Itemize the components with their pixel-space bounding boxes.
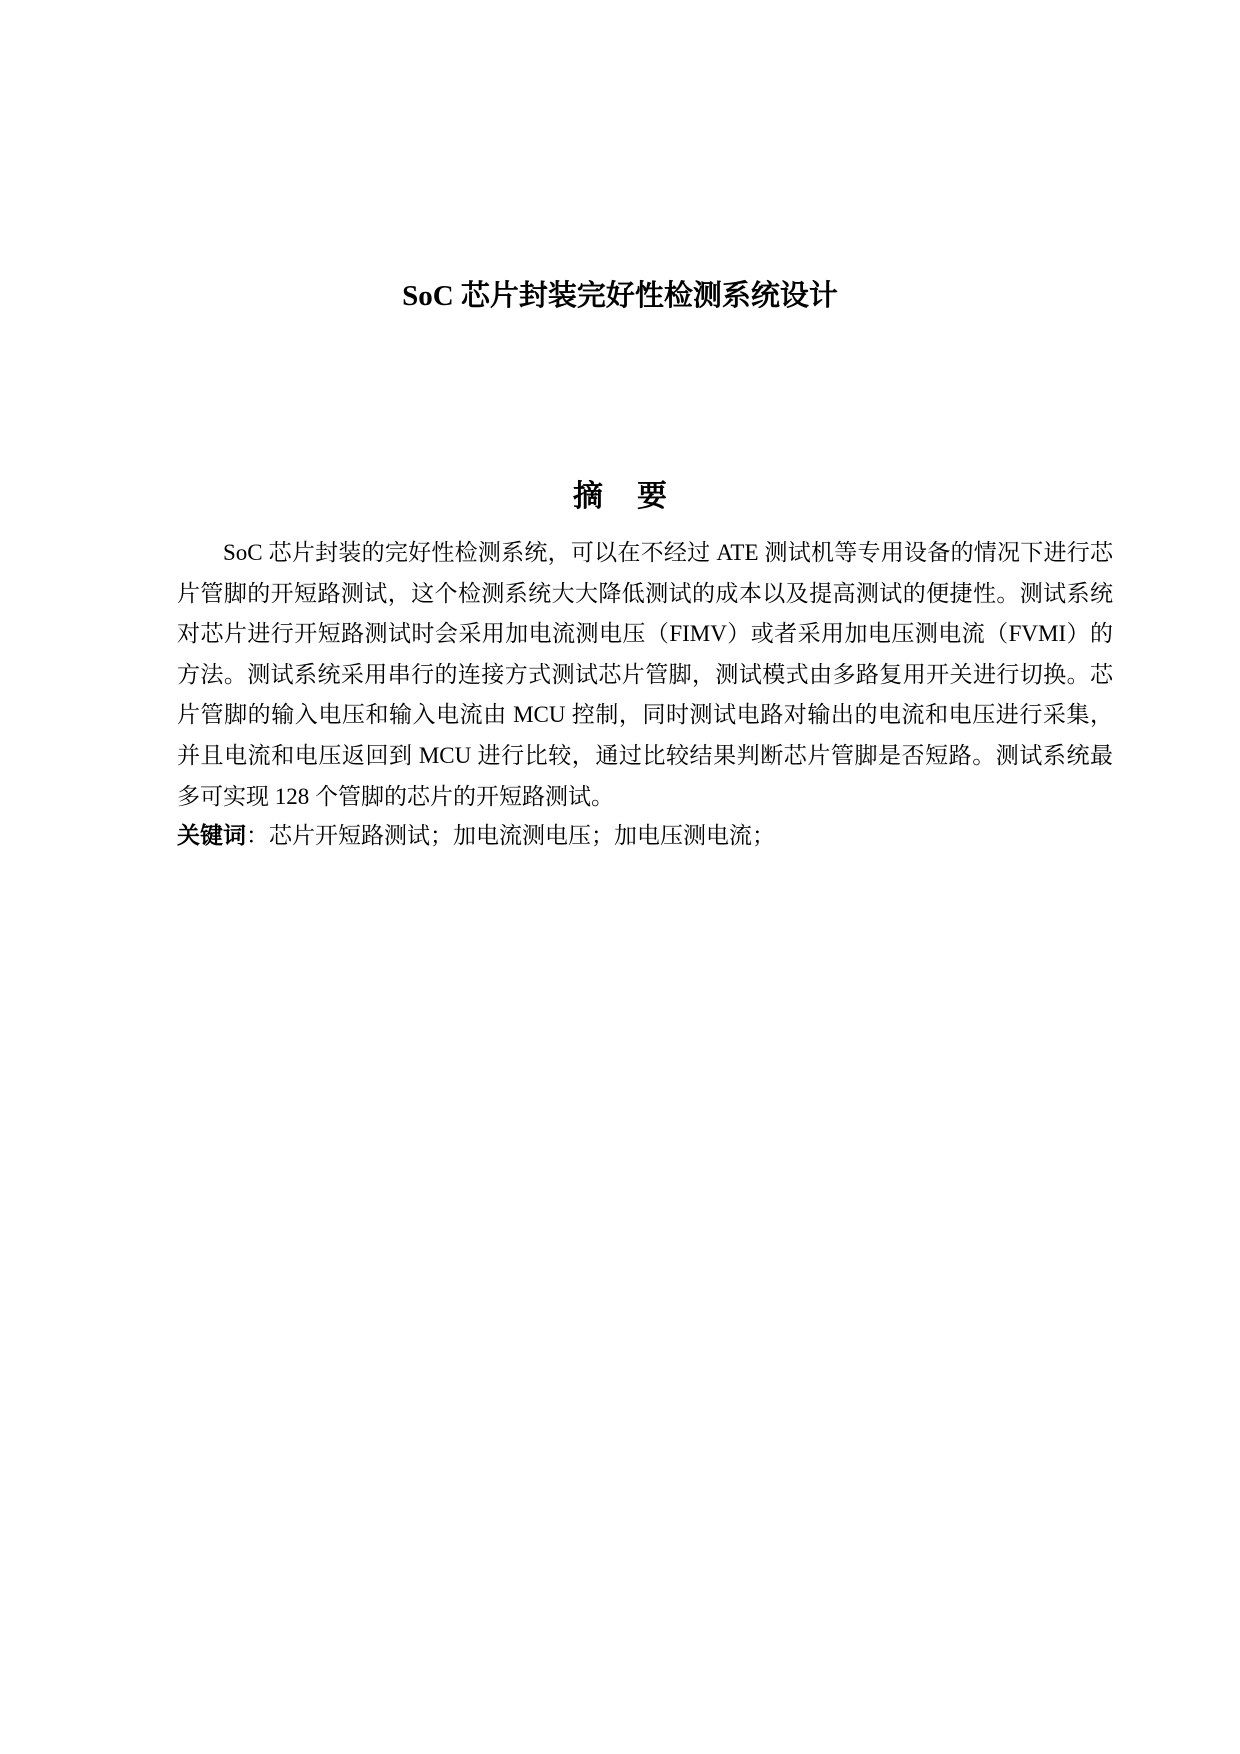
keywords-line bbox=[177, 816, 1113, 856]
abstract-body: SoC 芯片封装的完好性检测系统，可以在不经过 ATE 测试机等专用设备的情况下进行芯片管脚的开短路测试，这个检测系统大大降低测试的成本以及提高测试的便捷性。测试系统对芯片进行开短路测试时会采用加电流测电压（FIMV）或者采用加电压测电流（FVMI）的方法。测试系统采用串行的连接方式测试芯片管脚，测试模式由多路复用开关进行切换。芯片管脚的输入电压和输入电流由 MCU 控制，同时测试电路对输出的电流和电压进行采集，并且电流和电压返回到 MCU 进行比较，通过比较结果判断芯片管脚是否短路。测试系统最多可实现 128 个管脚的芯片的开短路测试。 bbox=[177, 540, 1113, 809]
keywords-value: 芯片开短路测试；加电流测电压；加电压测电流； bbox=[269, 823, 775, 848]
keywords-label: 关键词 bbox=[177, 823, 246, 849]
abstract-heading-char-2: 要 bbox=[637, 479, 667, 514]
document-title: SoC 芯片封装完好性检测系统设计 bbox=[402, 280, 838, 312]
keywords-separator: ： bbox=[246, 823, 269, 848]
abstract-heading bbox=[0, 477, 1240, 517]
abstract-heading-char-1: 摘 bbox=[573, 479, 603, 514]
